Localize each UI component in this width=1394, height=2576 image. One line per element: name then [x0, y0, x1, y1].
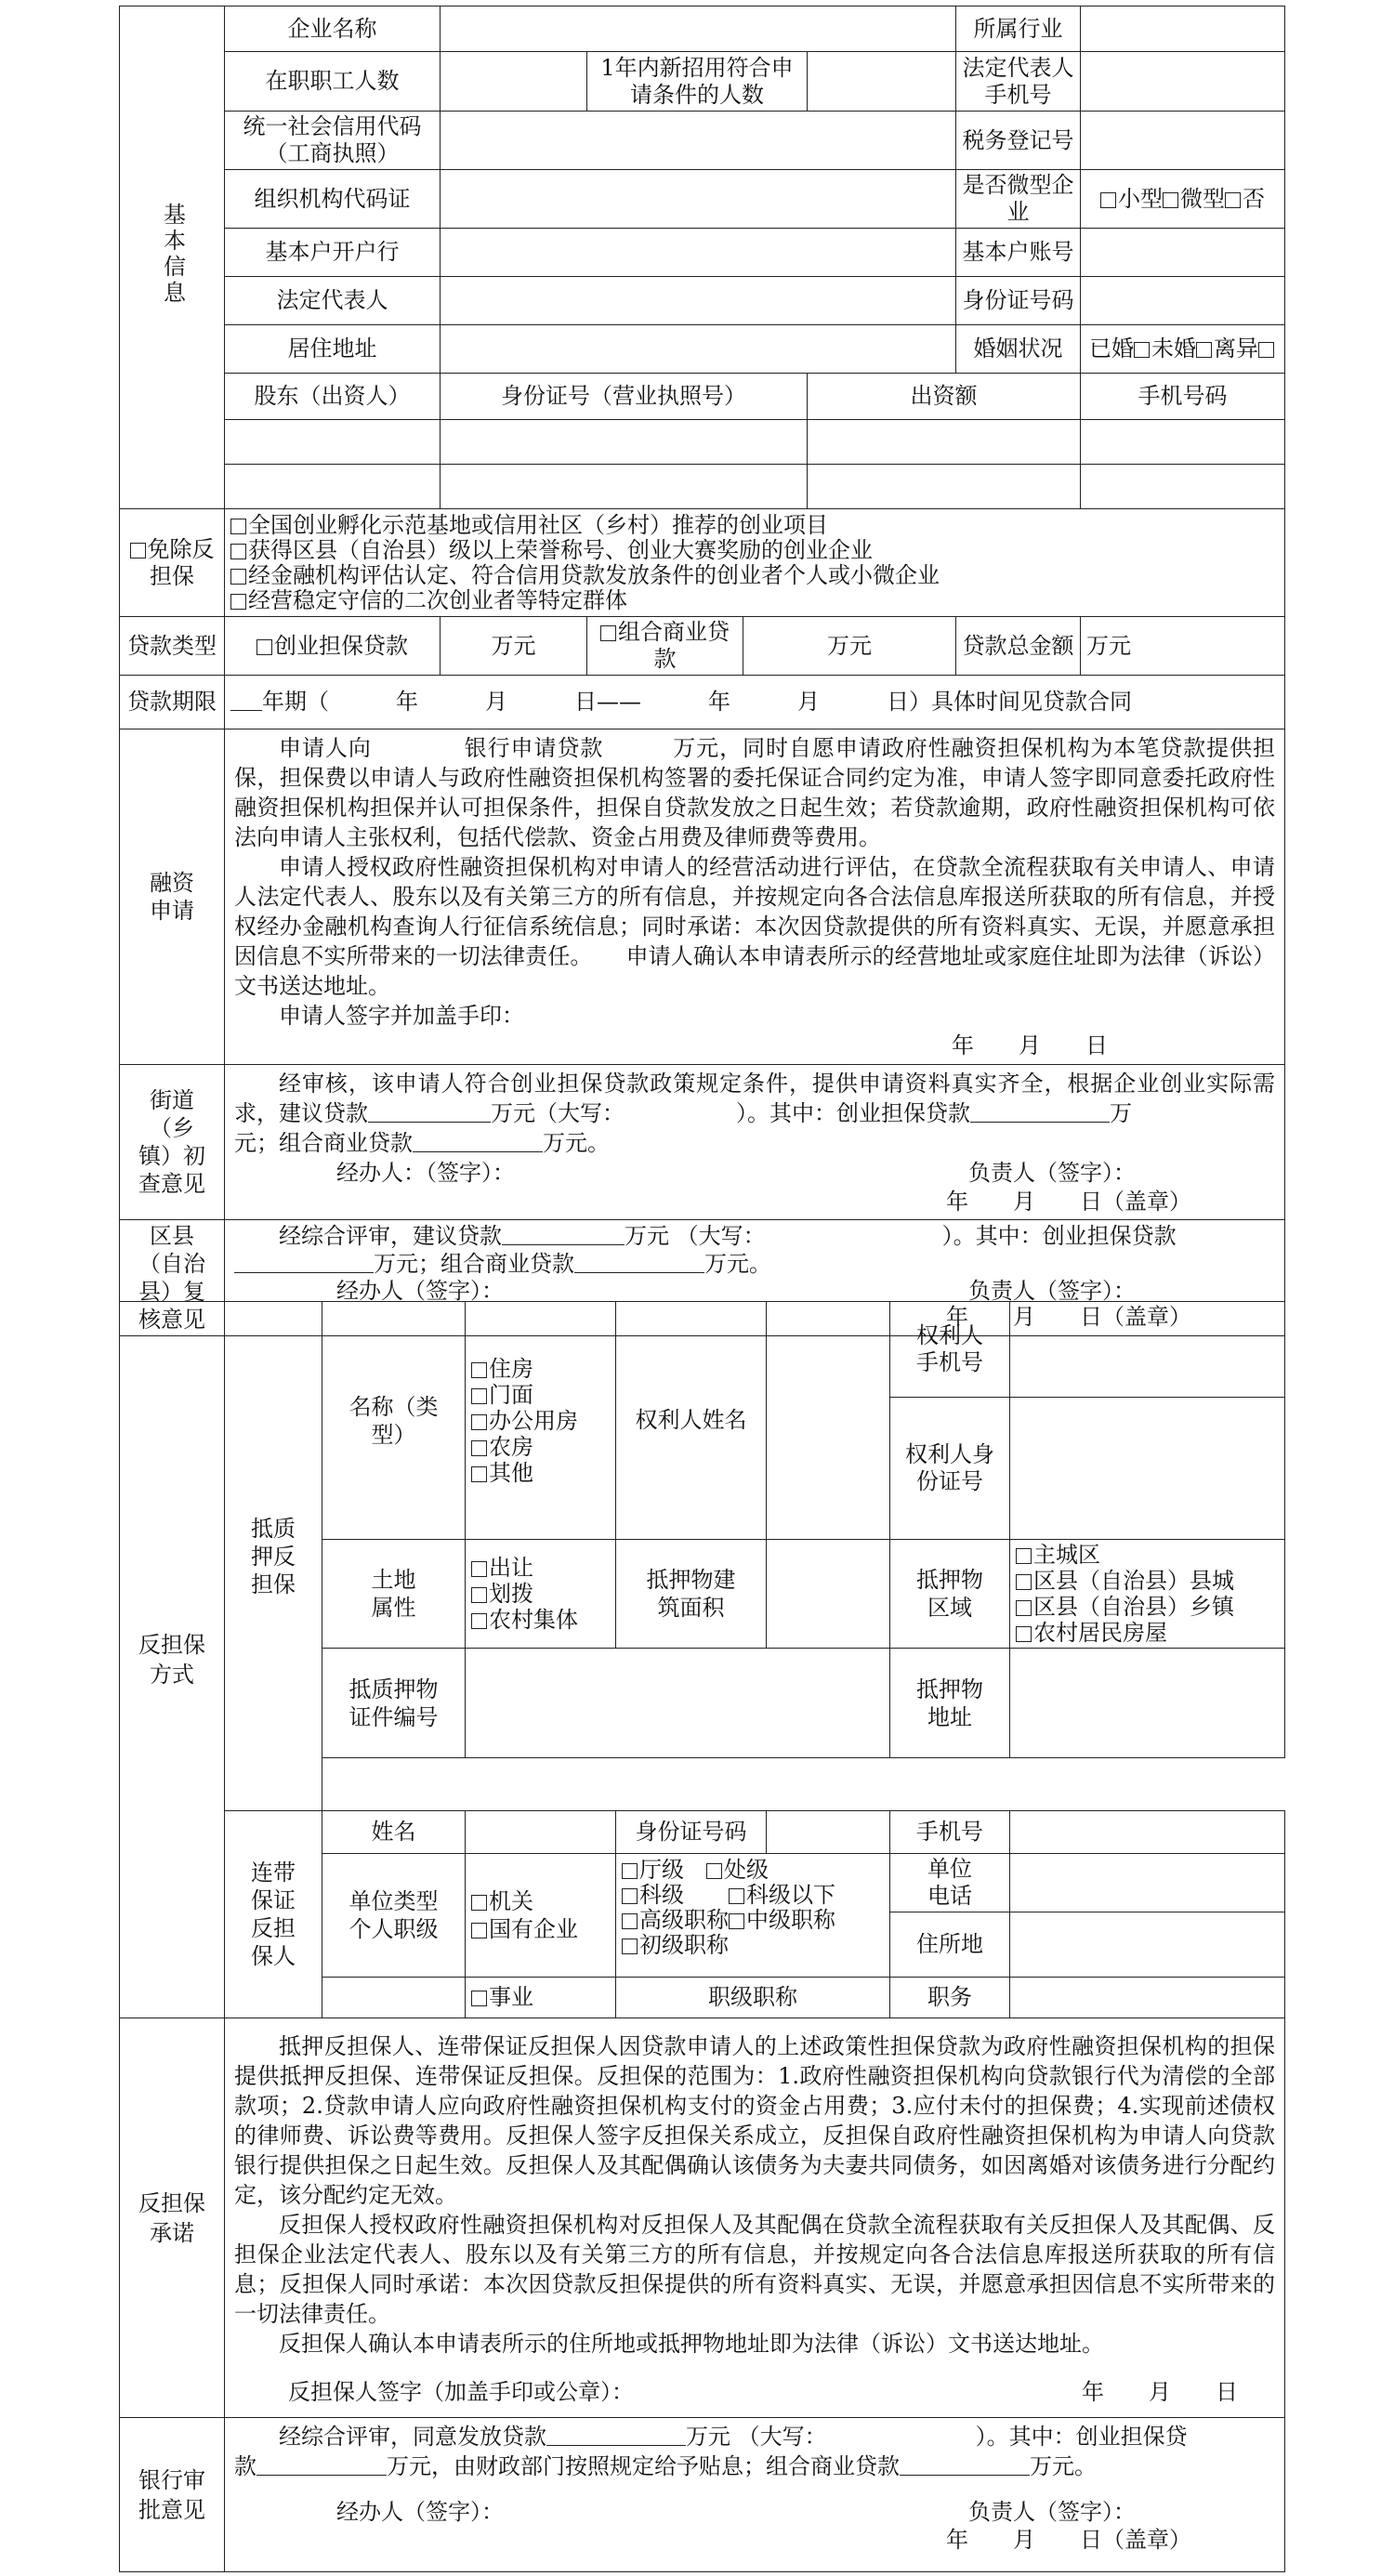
field-new-hires[interactable]	[808, 52, 956, 112]
district-date: 年 月 日（盖章）	[946, 1304, 1192, 1330]
joint-label-text: 连带保证反担保人	[251, 1860, 296, 1969]
checkbox-division[interactable]	[706, 1863, 722, 1879]
checkbox-housing[interactable]	[471, 1362, 487, 1378]
sh-cell[interactable]	[1081, 420, 1285, 465]
checkbox-combo-loan[interactable]	[600, 625, 616, 641]
guarantor-id-field[interactable]	[767, 1811, 890, 1854]
opt-senior: 高级职称	[639, 1907, 729, 1933]
exempt-item	[230, 588, 1279, 613]
exempt-item-text: 经金融机构评估认定、符合信用贷款发放条件的创业者个人或小微企业	[248, 561, 940, 588]
loan-term-field[interactable]	[225, 676, 1285, 729]
loan-amount-2[interactable]	[743, 617, 956, 676]
name-type-text: 名称（类型）	[348, 1393, 439, 1448]
counter-guarantee-table	[119, 1301, 1285, 2572]
checkbox-exempt-2[interactable]	[230, 544, 246, 559]
loan-type-opt2	[587, 617, 743, 676]
checkbox-farmhouse[interactable]	[471, 1440, 487, 1456]
unit-text: 万元	[827, 632, 873, 659]
label-tax-no: 税务登记号	[956, 112, 1081, 170]
checkbox-micro[interactable]	[1163, 192, 1178, 208]
exempt-item-text: 全国创业孵化示范基地或信用社区（乡村）推荐的创业项目	[248, 511, 828, 538]
commit-p2: 反担保人授权政府性融资担保机构对反担保人及其配偶在贷款全流程获取有关反担保人及其配偶、反担保企业法定代表人、股东以及有关第三方的所有信息，并按规定向各合法信息库报送所获取的所有信息；反担保人同时承诺：本次因贷款反担保提供的所有资料真实、无误，并愿意承担因信息不实所带来的一切法律责任。	[234, 2212, 1275, 2327]
duty-field[interactable]	[1010, 1978, 1285, 2018]
district-handler: 经办人（签字）：	[336, 1278, 504, 1304]
opt-division: 处级	[724, 1857, 769, 1883]
unit-phone-label	[890, 1854, 1010, 1912]
property-type-options	[466, 1302, 616, 1540]
cert-no-text: 抵质押物证件编号	[348, 1676, 439, 1730]
opt-office: 办公用房	[489, 1407, 578, 1434]
marital-options	[1081, 325, 1285, 374]
cert-no-field[interactable]	[466, 1649, 890, 1758]
checkbox-section[interactable]	[622, 1888, 638, 1904]
sh-header-capital: 出资额	[808, 374, 1081, 420]
checkbox-public-inst[interactable]	[471, 1991, 487, 2006]
sh-cell[interactable]	[808, 465, 1081, 509]
bank-text: ）。其中：创业担保贷	[975, 2424, 1188, 2450]
guarantor-phone-label: 手机号	[890, 1811, 1010, 1854]
region-text: 抵押物区域	[916, 1567, 983, 1621]
street-body	[225, 1065, 1285, 1220]
financing-body	[225, 729, 1285, 1065]
checkbox-other[interactable]	[471, 1466, 487, 1482]
residence-label: 住所地	[890, 1912, 1010, 1978]
opt-bureau: 厅级	[639, 1857, 684, 1883]
guarantor-id-label: 身份证号码	[616, 1811, 767, 1854]
checkbox-organ[interactable]	[471, 1895, 487, 1911]
sh-header-phone: 手机号码	[1081, 374, 1285, 420]
district-text: 万元；组合商业贷款	[374, 1251, 574, 1277]
opt-micro: 微型	[1180, 185, 1226, 212]
field-account[interactable]	[1081, 229, 1285, 277]
micro-options	[1081, 170, 1285, 229]
checkbox-allocation[interactable]	[471, 1587, 487, 1603]
land-attr-label	[322, 1540, 466, 1649]
blank[interactable]	[413, 1131, 543, 1152]
commit-date: 年 月 日	[1082, 2379, 1238, 2405]
field-employees[interactable]	[441, 52, 587, 112]
unit-text: 万元	[491, 632, 536, 659]
label-employees: 在职职工人数	[225, 52, 441, 112]
loan-amount-1[interactable]	[441, 617, 587, 676]
sh-cell[interactable]	[225, 465, 441, 509]
checkbox-rural-house[interactable]	[1016, 1626, 1032, 1642]
blank[interactable]	[234, 1252, 374, 1273]
bank-handler: 经办人（签字）：	[336, 2499, 504, 2525]
district-text: 万元。	[704, 1251, 771, 1277]
street-text: 经审核，该申请人符合创业担保贷款政策规定条件，提供申请资料真实齐全，根据企业创业实际需求，建议贷款	[234, 1071, 1276, 1126]
street-handler: 经办人：（签字）：	[336, 1160, 515, 1186]
cert-no-label	[322, 1649, 466, 1758]
area-label	[616, 1540, 767, 1649]
region-label	[890, 1540, 1010, 1649]
term-years-blank[interactable]	[230, 690, 262, 711]
checkbox-intermediate[interactable]	[729, 1913, 744, 1929]
field-id-no[interactable]	[1081, 277, 1285, 325]
checkbox-storefront[interactable]	[471, 1388, 487, 1404]
sh-cell[interactable]	[441, 420, 808, 465]
checkbox-small[interactable]	[1100, 192, 1116, 208]
street-text: 万元（大写：	[491, 1100, 625, 1126]
region-options	[1010, 1540, 1285, 1649]
district-leader: 负责人（签字）：	[968, 1278, 1137, 1304]
blank[interactable]	[502, 1224, 625, 1245]
opt-farmhouse: 农房	[489, 1433, 533, 1460]
exempt-list	[225, 509, 1285, 617]
commit-signature: 反担保人签字（加盖手印或公章）：	[288, 2379, 634, 2405]
joint-label	[225, 1811, 322, 2018]
opt-township: 区县（自治县）乡镇	[1033, 1594, 1234, 1620]
financing-p2: 申请人授权政府性融资担保机构对申请人的经营活动进行评估，在贷款全流程获取有关申请人、申请人法定代表人、股东以及有关第三方的所有信息，并按规定向各合法信息库报送所获取的所有信息，并授权经办金融机构查询人行征信系统信息；同时承诺：本次因贷款提供的所有资料真实、无误，并愿意承担因信息不实所带来的一切法律责任。 申请人确认本申请表所示的经营地址或家庭住址即为法律（诉讼）文书送达地址。	[234, 854, 1276, 999]
label-new-hires: 1年内新招用符合申请条件的人数	[587, 52, 808, 112]
owner-id-field[interactable]	[1010, 1398, 1285, 1540]
bank-body	[225, 2418, 1285, 2572]
unit-phone-text: 单位电话	[927, 1856, 972, 1909]
opt-married: 已婚	[1089, 335, 1135, 361]
sh-cell[interactable]	[225, 420, 441, 465]
prop-addr-text: 抵押物地址	[916, 1676, 983, 1730]
checkbox-exempt[interactable]	[130, 543, 146, 559]
exempt-item-text: 经营稳定守信的二次创业者等特定群体	[248, 586, 627, 613]
opt-collective: 农村集体	[489, 1607, 578, 1633]
counter-label-text: 反担保方式	[138, 1632, 205, 1688]
street-text: 元；组合商业贷款	[234, 1130, 413, 1156]
bank-text: 万元 （大写：	[686, 2424, 827, 2450]
label-account: 基本户账号	[956, 229, 1081, 277]
opt-public-inst: 事业	[489, 1984, 533, 2010]
checkbox-exempt-1[interactable]	[230, 519, 246, 534]
opt-housing: 住房	[489, 1355, 533, 1382]
exempt-item-text: 获得区县（自治县）级以上荣誉称号、创业大赛奖励的创业企业	[248, 536, 873, 563]
exempt-item	[230, 563, 1279, 588]
financing-label-text: 融资申请	[150, 870, 194, 924]
blank[interactable]	[256, 2454, 387, 2476]
sh-cell[interactable]	[808, 420, 1081, 465]
opt-county-town: 区县（自治县）县城	[1033, 1568, 1234, 1594]
commit-p1: 抵押反担保人、连带保证反担保人因贷款申请人的上述政策性担保贷款为政府性融资担保机构的担保提供抵押反担保、连带保证反担保。反担保的范围为：1.政府性融资担保机构向贷款银行代为清偿的全部款项；2.贷款申请人应向政府性融资担保机构支付的资金占用费；3.应付未付的担保费；4.实现前述债权的律师费、诉讼费等费用。反担保人签字反担保关系成立，反担保自政府性融资担保机构为申请人向贷款银行提供担保之日起生效。反担保人及其配偶确认该债务为夫妻共同债务，如因离婚对该债务进行分配约定，该分配约定无效。	[234, 2033, 1275, 2208]
bank-text: 万元，由财政部门按照规定给予贴息；组合商业贷款	[387, 2453, 900, 2479]
bank-label-text: 银行审批意见	[138, 2466, 205, 2523]
loan-term-label: 贷款期限	[120, 676, 225, 729]
street-date: 年 月 日（盖章）	[946, 1189, 1192, 1215]
opt-startup-loan: 创业担保贷款	[274, 632, 408, 659]
duty-label: 职务	[890, 1978, 1010, 2018]
application-table	[119, 6, 1285, 1336]
owner-id-text: 权利人身份证号	[905, 1441, 994, 1494]
exempt-label	[120, 509, 225, 617]
street-label	[120, 1065, 225, 1220]
checkbox-office[interactable]	[471, 1414, 487, 1430]
checkbox-senior[interactable]	[622, 1913, 638, 1929]
field-legal-phone[interactable]	[1081, 52, 1285, 112]
label-org-code: 组织机构代码证	[225, 170, 441, 229]
opt-no: 否	[1243, 185, 1266, 212]
field-legal-rep[interactable]	[441, 277, 956, 325]
opt-main-city: 主城区	[1033, 1542, 1100, 1568]
field-address[interactable]	[441, 325, 956, 374]
rank-options	[616, 1854, 890, 1978]
blank[interactable]	[546, 2425, 686, 2446]
field-industry[interactable]	[1081, 7, 1285, 52]
bank-text: 万元。	[1030, 2453, 1097, 2479]
district-text: ）。其中：创业担保贷款	[941, 1223, 1177, 1249]
opt-soe: 国有企业	[489, 1916, 578, 1942]
field-tax-no[interactable]	[1081, 112, 1285, 170]
residence-field[interactable]	[1010, 1912, 1285, 1978]
street-text: 万	[1110, 1100, 1132, 1126]
street-leader: 负责人（签字）：	[968, 1160, 1137, 1186]
label-address: 居住地址	[225, 325, 441, 374]
checkbox-county-town[interactable]	[1016, 1574, 1032, 1590]
loan-term-text: 年期（ 年 月 日—— 年 月 日）具体时间见贷款合同	[262, 689, 1132, 715]
financing-date: 年 月 日	[952, 1032, 1109, 1058]
commit-label	[120, 2018, 225, 2418]
checkbox-no[interactable]	[1225, 192, 1241, 208]
sh-header-shareholder: 股东（出资人）	[225, 374, 441, 420]
label-legal-phone: 法定代表人手机号	[956, 52, 1081, 112]
bank-text: 经综合评审，同意发放贷款	[279, 2424, 546, 2450]
checkbox-unmarried[interactable]	[1196, 342, 1212, 358]
blank[interactable]	[574, 1252, 704, 1273]
opt-junior: 初级职称	[639, 1932, 729, 1958]
opt-divorced: 离异	[1214, 335, 1259, 361]
guarantor-phone-field[interactable]	[1010, 1811, 1285, 1854]
field-bank[interactable]	[441, 229, 956, 277]
sh-header-id: 身份证号（营业执照号）	[441, 374, 808, 420]
owner-phone-label	[890, 1302, 1010, 1398]
blank[interactable]	[368, 1101, 491, 1123]
unit-type-label	[322, 1854, 466, 1978]
district-label-text: 区县（自治县）复核意见	[138, 1223, 205, 1333]
street-text: 万元。	[543, 1130, 610, 1156]
owner-name-label: 权利人姓名	[616, 1302, 767, 1540]
label-is-micro: 是否微型企业	[956, 170, 1081, 229]
opt-section: 科级	[639, 1882, 684, 1908]
owner-id-label	[890, 1398, 1010, 1540]
opt-other: 其他	[489, 1459, 533, 1486]
opt-organ: 机关	[489, 1888, 533, 1914]
label-marital: 婚姻状况	[956, 325, 1081, 374]
loan-type-label: 贷款类型	[120, 617, 225, 676]
financing-label	[120, 729, 225, 1065]
exempt-item	[230, 538, 1279, 563]
street-label-text: 街道（乡镇）初查意见	[138, 1087, 205, 1197]
loan-total-label: 贷款总金额	[956, 617, 1081, 676]
pledge-label-text: 抵质押反担保	[251, 1515, 296, 1597]
unit-other-cell	[466, 1978, 616, 2018]
opt-storefront: 门面	[489, 1381, 533, 1408]
bank-text: 款	[234, 2453, 256, 2479]
prop-addr-field[interactable]	[1010, 1649, 1285, 1758]
bank-leader: 负责人（签字）：	[968, 2499, 1136, 2525]
prop-addr-label	[890, 1649, 1010, 1758]
bank-date: 年 月 日（盖章）	[946, 2527, 1191, 2553]
bank-label	[120, 2418, 225, 2572]
unit-other-spacer	[322, 1978, 466, 2018]
area-field[interactable]	[767, 1540, 890, 1649]
district-text: 万元 （大写：	[625, 1223, 766, 1249]
unit-options	[466, 1854, 616, 1978]
financing-signature: 申请人签字并加盖手印：	[279, 1003, 524, 1029]
checkbox-below-section[interactable]	[729, 1888, 744, 1904]
opt-allocation: 划拨	[489, 1581, 533, 1607]
commit-p3: 反担保人确认本申请表所示的住所地或抵押物地址即为法律（诉讼）文书送达地址。	[279, 2331, 1104, 2357]
checkbox-divorced[interactable]	[1258, 342, 1274, 358]
unit-text: 万元	[1086, 632, 1132, 659]
owner-phone-text: 权利人手机号	[916, 1322, 983, 1375]
land-options	[466, 1540, 616, 1649]
exempt-item	[230, 513, 1279, 538]
label-id-no: 身份证号码	[956, 277, 1081, 325]
checkbox-collective[interactable]	[471, 1613, 487, 1629]
guarantor-name-label: 姓名	[322, 1811, 466, 1854]
checkbox-township[interactable]	[1016, 1600, 1032, 1616]
label-company-name: 企业名称	[225, 7, 441, 52]
guarantor-name-field[interactable]	[466, 1811, 616, 1854]
commit-label-text: 反担保承诺	[138, 2189, 205, 2246]
field-company-name[interactable]	[441, 7, 956, 52]
checkbox-exempt-4[interactable]	[230, 594, 246, 610]
label-legal-rep: 法定代表人	[225, 277, 441, 325]
field-org-code[interactable]	[441, 170, 956, 229]
checkbox-soe[interactable]	[471, 1923, 487, 1939]
sh-cell[interactable]	[1081, 465, 1285, 509]
exempt-label-text: 免除反担保	[147, 535, 215, 589]
checkbox-main-city[interactable]	[1016, 1548, 1032, 1564]
section-basic-label: 基本信息	[120, 7, 225, 509]
checkbox-transfer[interactable]	[471, 1561, 487, 1577]
checkbox-junior[interactable]	[622, 1939, 638, 1954]
pledge-label	[225, 1302, 322, 1811]
opt-small: 小型	[1118, 185, 1164, 212]
sh-cell[interactable]	[441, 465, 808, 509]
street-text: ）。其中：创业担保贷款	[736, 1100, 970, 1126]
owner-phone-field[interactable]	[1010, 1302, 1285, 1398]
blank[interactable]	[970, 1101, 1110, 1123]
area-text: 抵押物建筑面积	[646, 1567, 736, 1621]
unit-type-text: 单位类型个人职级	[348, 1888, 439, 1942]
opt-below-section: 科级以下	[746, 1882, 835, 1908]
unit-phone-field[interactable]	[1010, 1854, 1285, 1912]
opt-intermediate: 中级职称	[746, 1907, 835, 1933]
blank[interactable]	[900, 2454, 1030, 2476]
checkbox-bureau[interactable]	[622, 1863, 638, 1879]
financing-p1: 申请人向 银行申请贷款 万元，同时自愿申请政府性融资担保机构为本笔贷款提供担保，担保费以申请人与政府性融资担保机构签署的委托保证合同约定为准，申请人签字即同意委托政府性融资担保机构担保并认可担保条件，担保自贷款发放之日起生效；若贷款逾期，政府性融资担保机构可依法向申请人主张权利，包括代偿款、资金占用费及律师费等费用。	[234, 735, 1276, 850]
loan-total-field[interactable]	[1081, 617, 1285, 676]
opt-combo-loan: 组合商业贷款	[618, 619, 730, 672]
checkbox-startup-loan[interactable]	[256, 639, 272, 655]
loan-type-opt1	[225, 617, 441, 676]
district-text: 经综合评审，建议贷款	[279, 1223, 502, 1249]
label-industry: 所属行业	[956, 7, 1081, 52]
opt-transfer: 出让	[489, 1555, 533, 1581]
label-credit-code: 统一社会信用代码（工商执照）	[225, 112, 441, 170]
land-attr-text: 土地属性	[371, 1567, 416, 1621]
opt-rural-house: 农村居民房屋	[1033, 1620, 1167, 1646]
counter-label	[120, 1302, 225, 2018]
field-credit-code[interactable]	[441, 112, 956, 170]
label-bank: 基本户开户行	[225, 229, 441, 277]
owner-name-field[interactable]	[767, 1302, 890, 1540]
checkbox-married[interactable]	[1134, 342, 1150, 358]
opt-unmarried: 未婚	[1151, 335, 1197, 361]
title-label: 职级职称	[616, 1978, 890, 2018]
commit-body	[225, 2018, 1285, 2418]
name-type-label	[322, 1302, 466, 1540]
checkbox-exempt-3[interactable]	[230, 569, 246, 585]
